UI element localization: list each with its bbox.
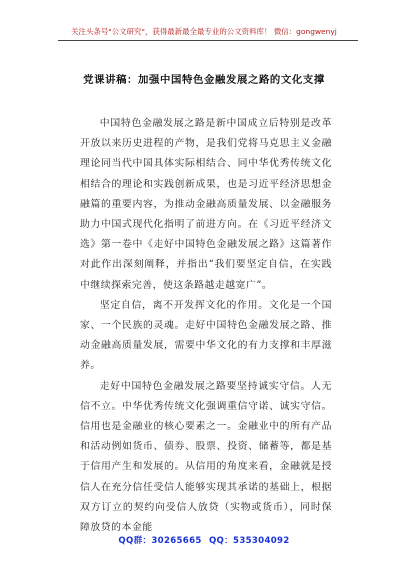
- footer-qq-number: QQ：535304092: [208, 536, 290, 546]
- header-banner: 关注头条号"公文研究"，获得最新最全最专业的公文资料库！ 微信：gongwenyj: [71, 27, 337, 36]
- footer-qq-group: QQ群：30265665: [118, 536, 202, 546]
- header-divider: [58, 40, 358, 41]
- paragraph: 坚定自信，离不开发挥文化的作用。文化是一个国家、一个民族的灵魂。走好中国特色金融发展之路、推动金融高质量发展，需要中华文化的有力支撑和丰厚滋养。: [80, 299, 332, 372]
- paragraph: 中国特色金融发展之路是新中国成立后特别是改革开放以来历史进程的产物，是我们党将马克思主义金融理论同当代中国具体实际相结合、同中华优秀传统文化相结合的理论和实践创新成果，也是习近平经济思想金融篇的重要内容，为推动金融高质量发展、以金融服务助力中国式现代化指明了前进方向。在《习近平经济文选》第一卷中《走好中国特色金融发展之路》这篇著作对此作出深刻阐释，并指出“我们要坚定自信，在实践中继续探索完善，使这条路越走越宽广”。: [80, 118, 332, 291]
- document-body: [80, 114, 332, 538]
- document-title: 党课讲稿：加强中国特色金融发展之路的文化支撑: [83, 74, 325, 86]
- footer-contact: [0, 534, 408, 546]
- paragraph: 走好中国特色金融发展之路要坚持诚实守信。人无信不立。中华优秀传统文化强调重信守诺、诚实守信。信用也是金融业的核心要素之一。金融业中的所有产品和活动例如货币、债券、股票、投资、储蓄等，都是基于信用产生和发展的。从信用的角度来看，金融就是授信人在充分信任受信人能够实现其承诺的基础上，根据双方订立的契约向受信人放贷（实物或货币），同时保障放贷的本金能: [80, 380, 332, 534]
